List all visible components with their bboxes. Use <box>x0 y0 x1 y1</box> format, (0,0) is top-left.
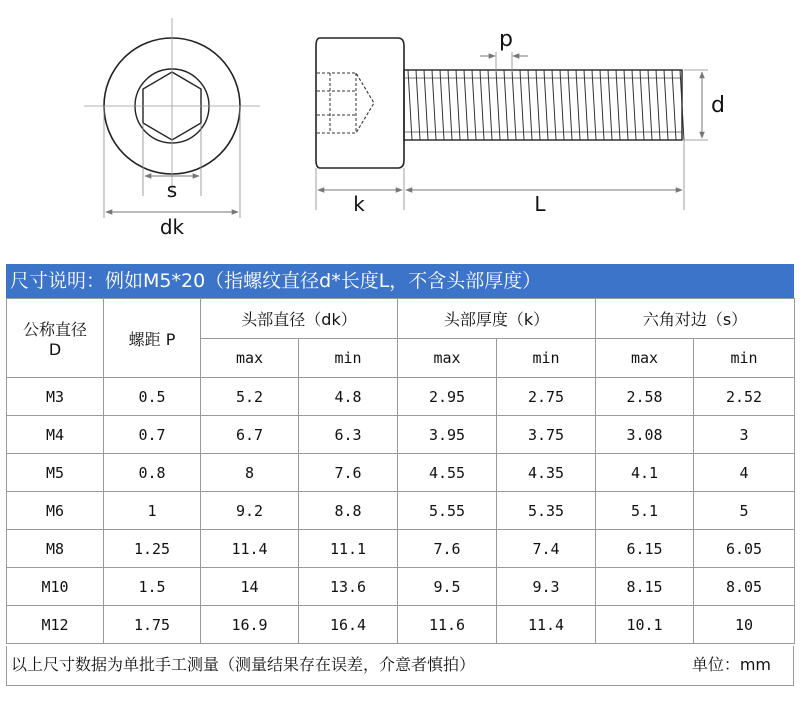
table-cell: 6.05 <box>694 530 795 568</box>
thread-crest <box>424 70 428 140</box>
thread-crest <box>656 70 660 140</box>
table-cell: 3.08 <box>596 416 694 454</box>
table-cell: 4.1 <box>596 454 694 492</box>
header-diameter-label: 公称直径 <box>22 320 87 339</box>
table-cell: 7.6 <box>398 530 497 568</box>
measurement-note: 以上尺寸数据为单批手工测量（测量结果存在误差，介意者慎拍） <box>11 655 476 674</box>
table-cell: 8 <box>201 454 299 492</box>
thread-crest <box>512 70 516 140</box>
label-d: d <box>711 93 725 118</box>
table-row <box>7 454 795 492</box>
subheader-max: max <box>398 339 497 378</box>
table-row <box>7 530 795 568</box>
cell-size: M12 <box>7 606 104 644</box>
spec-title: 尺寸说明：例如M5*20（指螺纹直径d*长度L，不含头部厚度） <box>6 264 794 298</box>
table-cell: 5.55 <box>398 492 497 530</box>
table-cell: 1.25 <box>104 530 201 568</box>
screw-thread-side <box>404 70 684 140</box>
table-cell: 4.35 <box>497 454 596 492</box>
table-cell: 8.15 <box>596 568 694 606</box>
table-cell: 0.5 <box>104 378 201 416</box>
subheader-max: max <box>201 339 299 378</box>
cell-size: M3 <box>7 378 104 416</box>
table-cell: 4.55 <box>398 454 497 492</box>
thread-crest <box>448 70 452 140</box>
thread-crest <box>552 70 556 140</box>
table-cell: 4.8 <box>299 378 398 416</box>
header-hex-size: 六角对边（s） <box>596 299 795 339</box>
thread-crest <box>600 70 604 140</box>
table-cell: 0.8 <box>104 454 201 492</box>
table-cell: 6.3 <box>299 416 398 454</box>
table-row <box>7 606 795 644</box>
thread-crest <box>664 70 668 140</box>
cell-size: M10 <box>7 568 104 606</box>
dimension-d <box>684 70 708 140</box>
table-cell: 6.7 <box>201 416 299 454</box>
table-cell: 1.75 <box>104 606 201 644</box>
subheader-min: min <box>497 339 596 378</box>
label-p: p <box>499 27 513 52</box>
screw-dimension-drawing <box>0 0 800 250</box>
table-cell: 7.4 <box>497 530 596 568</box>
table-cell: 2.58 <box>596 378 694 416</box>
header-diameter-symbol: D <box>48 340 62 359</box>
table-cell: 8.05 <box>694 568 795 606</box>
thread-crest <box>640 70 644 140</box>
subheader-min: min <box>694 339 795 378</box>
unit-label: 单位：mm <box>691 655 771 674</box>
head-top-view <box>84 18 260 194</box>
thread-crest <box>464 70 468 140</box>
header-row <box>7 299 795 339</box>
table-cell: 14 <box>201 568 299 606</box>
table-cell: 1.5 <box>104 568 201 606</box>
thread-crest <box>568 70 572 140</box>
thread-crest <box>440 70 444 140</box>
table-cell: 2.95 <box>398 378 497 416</box>
table-cell: 5.1 <box>596 492 694 530</box>
thread-crest <box>456 70 460 140</box>
thread-crest <box>584 70 588 140</box>
thread-crest <box>560 70 564 140</box>
header-head-diameter: 头部直径（dk） <box>201 299 398 339</box>
table-cell: 11.4 <box>497 606 596 644</box>
table-cell: 9.5 <box>398 568 497 606</box>
thread-crest <box>648 70 652 140</box>
table-cell: 9.3 <box>497 568 596 606</box>
thread-crest <box>496 70 500 140</box>
table-cell: 3.95 <box>398 416 497 454</box>
table-cell: 11.6 <box>398 606 497 644</box>
dimension-p <box>480 52 528 72</box>
thread-crest <box>536 70 540 140</box>
table-cell: 2.75 <box>497 378 596 416</box>
thread-crest <box>480 70 484 140</box>
table-row <box>7 492 795 530</box>
label-s: s <box>166 178 178 202</box>
table-cell: 4 <box>694 454 795 492</box>
table-cell: 7.6 <box>299 454 398 492</box>
table-cell: 6.15 <box>596 530 694 568</box>
table-cell: 2.52 <box>694 378 795 416</box>
table-cell: 16.4 <box>299 606 398 644</box>
thread-crest <box>528 70 532 140</box>
thread-crest <box>624 70 628 140</box>
thread-crest <box>592 70 596 140</box>
thread-crest <box>616 70 620 140</box>
spec-table <box>6 298 795 644</box>
table-cell: 3 <box>694 416 795 454</box>
thread-crest <box>632 70 636 140</box>
table-cell: 13.6 <box>299 568 398 606</box>
header-head-thickness: 头部厚度（k） <box>398 299 596 339</box>
label-L: L <box>534 192 546 216</box>
table-cell: 3.75 <box>497 416 596 454</box>
table-cell: 11.1 <box>299 530 398 568</box>
header-pitch: 螺距 P <box>104 299 201 378</box>
table-footer <box>6 646 794 686</box>
thread-crest <box>672 70 676 140</box>
table-row <box>7 416 795 454</box>
table-cell: 8.8 <box>299 492 398 530</box>
table-row <box>7 568 795 606</box>
thread-crest <box>408 70 412 140</box>
cell-size: M6 <box>7 492 104 530</box>
screw-head-side <box>316 38 404 168</box>
table-cell: 11.4 <box>201 530 299 568</box>
thread-crest <box>472 70 476 140</box>
subheader-max: max <box>596 339 694 378</box>
table-cell: 16.9 <box>201 606 299 644</box>
label-k: k <box>353 192 365 216</box>
thread-crest <box>416 70 420 140</box>
table-cell: 10.1 <box>596 606 694 644</box>
table-cell: 5.35 <box>497 492 596 530</box>
cell-size: M4 <box>7 416 104 454</box>
subheader-min: min <box>299 339 398 378</box>
table-cell: 0.7 <box>104 416 201 454</box>
table-row <box>7 378 795 416</box>
table-cell: 5.2 <box>201 378 299 416</box>
label-dk: dk <box>159 215 185 239</box>
thread-crest <box>504 70 508 140</box>
header-diameter <box>7 299 104 378</box>
table-cell: 10 <box>694 606 795 644</box>
thread-crest <box>520 70 524 140</box>
thread-crest <box>432 70 436 140</box>
thread-crest <box>576 70 580 140</box>
table-cell: 1 <box>104 492 201 530</box>
thread-crest <box>544 70 548 140</box>
table-cell: 5 <box>694 492 795 530</box>
cell-size: M5 <box>7 454 104 492</box>
thread-crest <box>608 70 612 140</box>
cell-size: M8 <box>7 530 104 568</box>
thread-crest <box>488 70 492 140</box>
table-cell: 9.2 <box>201 492 299 530</box>
